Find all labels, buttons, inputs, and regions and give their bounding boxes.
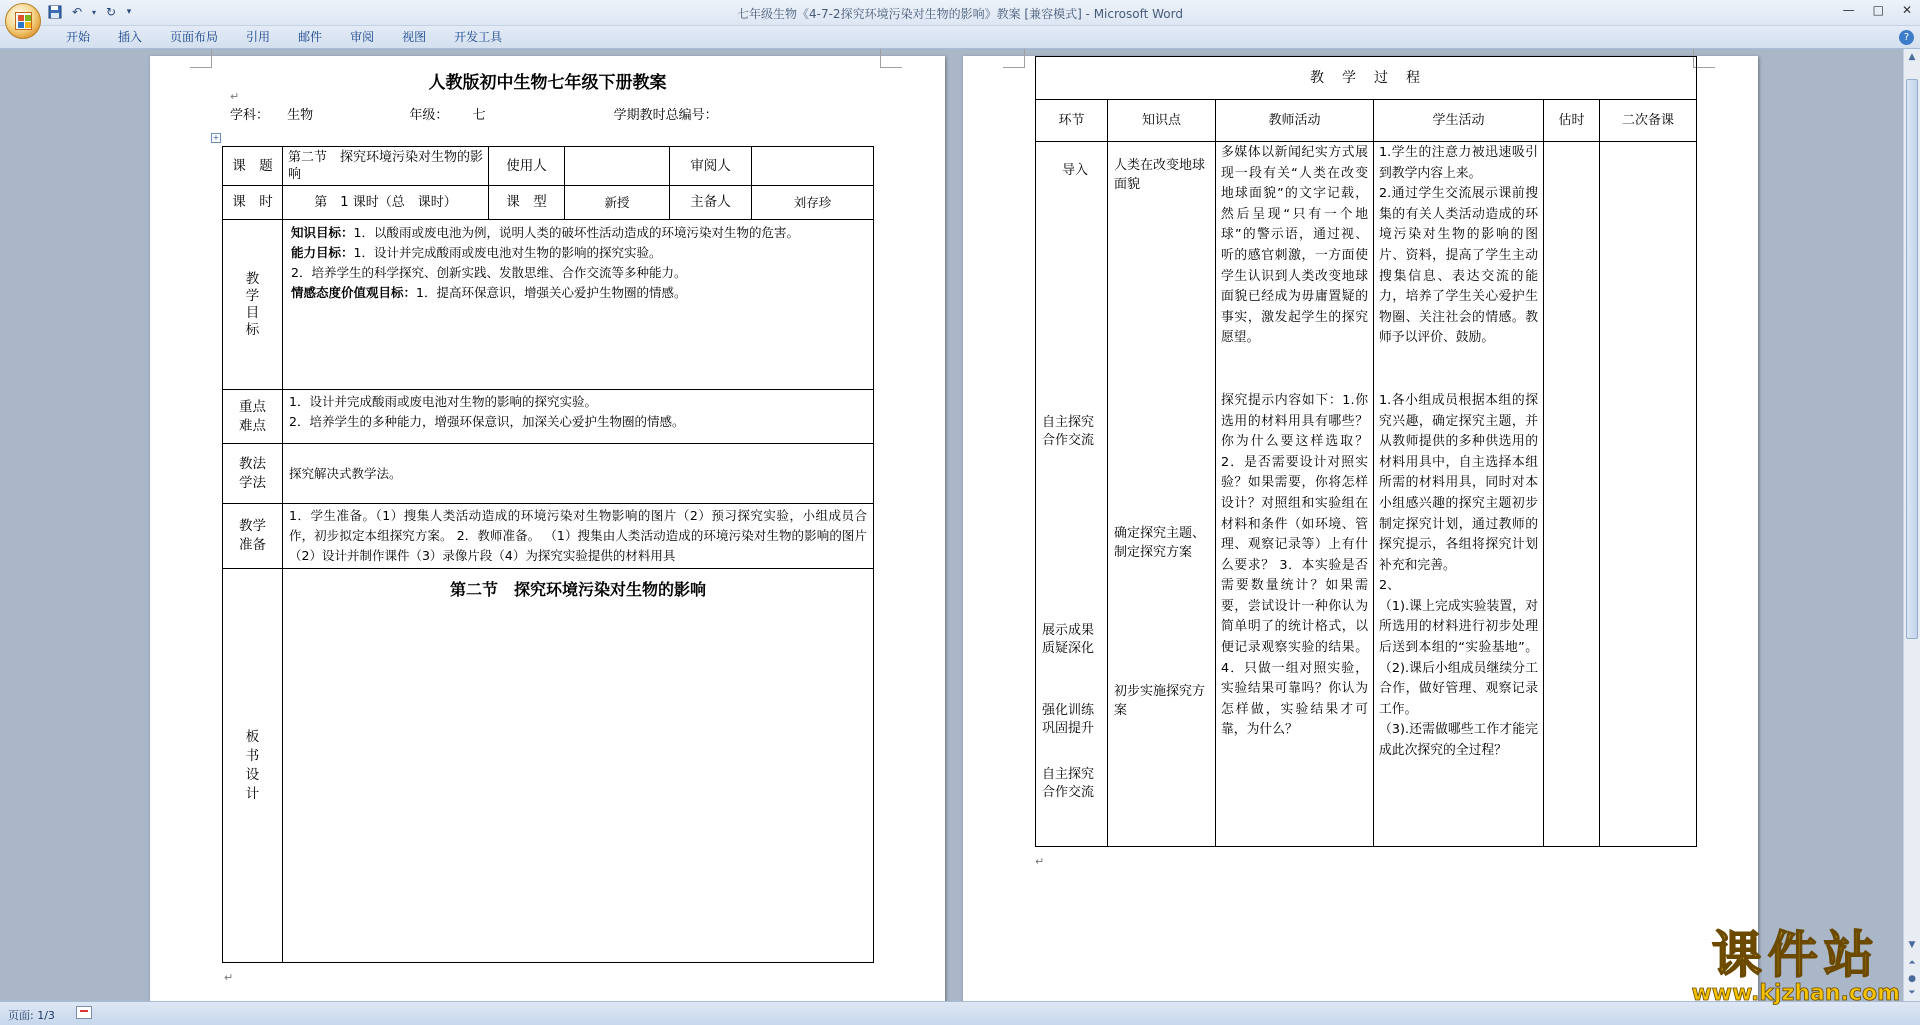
meta-line [230,104,718,123]
lesson-type-label: 课 型 [489,186,565,220]
key-point-1: 1．设计并完成酸雨或废电池对生物的影响的探究实验。 [289,394,597,409]
site-watermark [1691,925,1900,1006]
paragraph-mark: ↵ [230,90,240,103]
process-heading: 教 学 过 程 [1036,57,1697,100]
window-controls [1843,3,1912,17]
proofing-icon[interactable] [76,1006,92,1019]
stage-intro: 导入 [1062,163,1089,178]
subject-label: 学科： [230,108,270,123]
preparation-content: 1．学生准备。（1）搜集人类活动造成的环境污染对生物影响的图片（2）预习探究实验，小组成员合作，初步拟定本组探究方案。 2．教师准备。 （1）搜集由人类活动造成的环境污染对生物的影响的图片 （2）设计并制作课件（3）录像片段（4）为探究实验提供的材料用具 [283,504,874,569]
key-points-label: 重点难点 [223,390,283,444]
preparation-label: 教学准备 [223,504,283,569]
objectives-content [283,220,874,390]
stage-explore-2: 自主探究合作交流 [1042,767,1095,800]
header-teacher: 教师活动 [1216,100,1374,142]
preparer-label: 主备人 [670,186,752,220]
grade-label: 年级： [409,108,449,123]
stage-column [1036,142,1108,847]
grade-value: 七 [472,108,486,123]
time-estimate-column [1544,142,1600,847]
header-knowledge: 知识点 [1108,100,1216,142]
knowledge-item-2: 确定探究主题、制定探究方案 [1114,526,1206,560]
spacer [1379,349,1538,391]
ability-objective-label: 能力目标： [291,245,354,260]
stage-present: 展示成果质疑深化 [1042,623,1095,656]
crop-mark [1003,49,1025,68]
reviewer-label: 审阅人 [670,147,752,186]
student-activity-6: （3).还需做哪些工作才能完成此次探究的全过程？ [1379,722,1538,759]
key-points-content [283,390,874,444]
user-label: 使用人 [489,147,565,186]
header-stage: 环节 [1036,100,1108,142]
emotion-objective-text: 1．提高环保意识，增强关心爱护生物圈的情感。 [416,285,687,300]
tab-developer[interactable]: 开发工具 [454,30,503,44]
minimize-button[interactable]: — [1842,3,1855,17]
crop-mark [880,49,902,68]
scroll-thumb[interactable] [1906,79,1918,639]
ability-objective-text: 1．设计并完成酸雨或废电池对生物的影响的探究实验。 [353,245,662,260]
board-design-title: 第二节 探究环境污染对生物的影响 [283,569,874,963]
ability-objective-text-2: 2．培养学生的科学探究、创新实践、发散思维、合作交流等多种能力。 [291,265,687,280]
browse-object-icon[interactable]: ● [1908,974,1916,984]
office-logo-icon [15,12,32,30]
vertical-scrollbar[interactable] [1903,49,1920,1001]
tab-mailings[interactable]: 邮件 [298,30,323,44]
methods-content: 探究解决式教学法。 [283,444,874,504]
redo-icon[interactable]: ↻ [105,5,117,19]
objectives-label: 教学目标 [223,220,283,390]
tab-references[interactable]: 引用 [246,30,271,44]
period-value: 第 1 课时（总 课时） [283,186,489,220]
student-activity-1: 1.学生的注意力被迅速吸引到教学内容上来。 [1379,145,1538,181]
student-activity-4: 2、 [1379,578,1400,594]
reviewer-value [752,147,874,186]
student-activity-2: 2.通过学生交流展示课前搜集的有关人类活动造成的环境污染对生物的影响的图片、资料，提高了学生主动搜集信息、表达交流的能力，培养了学生关心爱护生物圈、关注社会的情感。教师予以评价、鼓励。 [1379,186,1538,346]
board-design-label: 板书设计 [223,569,283,963]
knowledge-item-1: 人类在改变地球面貌 [1114,158,1206,192]
subject-value: 生物 [287,108,314,123]
paragraph-mark: ↵ [224,971,234,984]
ribbon-tabs [52,29,516,46]
tab-page-layout[interactable]: 页面布局 [170,30,219,44]
office-button[interactable] [5,3,41,39]
header-second-prep: 二次备课 [1600,100,1697,142]
key-point-2: 2．培养学生的多种能力，增强环保意识，加深关心爱护生物圈的情感。 [289,414,685,429]
header-student: 学生活动 [1374,100,1544,142]
knowledge-objective-text: 1．以酸雨或废电池为例，说明人类的破坏性活动造成的环境污染对生物的危害。 [353,225,799,240]
student-activity-3: 1.各小组成员根据本组的探究兴趣，确定探究主题，并从教师提供的多种供选用的材料用具中，自主选择本组所需的材料用具，同时对本小组感兴趣的探究主题初步制定探究计划，通过教师的探究提示，各组将探究计划补充和完善。 [1379,392,1538,573]
topic-value: 第二节 探究环境污染对生物的影响 [283,147,489,186]
teaching-process-table [1035,56,1697,847]
second-prep-column [1600,142,1697,847]
help-icon[interactable]: ? [1899,30,1914,45]
user-value [565,147,670,186]
close-button[interactable]: ✕ [1901,3,1912,17]
teacher-activity-1: 多媒体以新闻纪实方式展现一段有关“人类在改变地球面貌”的文字记载，然后呈现“只有一个地球”的警示语，通过视、听的感官刺激，一方面使学生认识到人类改变地球面貌已经成为毋庸置疑的事实，激发起学生的探究愿望。 [1221,145,1368,346]
watermark-cn: 课件站 [1711,925,1880,984]
teacher-activity-2: 探究提示内容如下：1.你选用的材料用具有哪些？你为什么要这样选取？ 2．是否需要设计对照实验？如果需要，你将怎样设计？对照组和实验组在材料和条件（如环境、管理、观察记录等）上有什么要求？ 3．本实验是否需要数量统计？如果需要，尝试设计一种你认为简单明了的统计格式，以便记录观察实验的结果。 4．只做一组对照实验，实验结果可靠吗？你认为怎样做，实验结果才可靠，为什么？ [1221,392,1368,738]
spacer [1221,349,1368,391]
tab-home[interactable]: 开始 [66,30,91,44]
lesson-type-value: 新授 [565,186,670,220]
student-activity-column [1374,142,1544,847]
paragraph-mark: ↵ [1035,855,1045,868]
quick-access-toolbar [46,3,134,21]
knowledge-column [1108,142,1216,847]
preparer-value: 刘存珍 [752,186,874,220]
undo-icon[interactable]: ↶ [71,5,83,19]
maximize-button[interactable]: □ [1872,3,1884,17]
table-move-handle-icon[interactable]: + [212,133,220,142]
header-time: 估时 [1544,100,1600,142]
total-number-label: 学期教时总编号： [613,108,718,123]
window-title: 七年级生物《4-7-2探究环境污染对生物的影响》教案 [兼容模式] - Microsoft Word [737,7,1183,21]
scroll-up-icon[interactable]: ▲ [1908,52,1916,62]
tab-view[interactable]: 视图 [402,30,427,44]
methods-label: 教法学法 [223,444,283,504]
document-workspace [0,49,1920,1001]
knowledge-objective-label: 知识目标： [291,225,354,240]
topic-label: 课 题 [223,147,283,186]
knowledge-item-3: 初步实施探究方案 [1114,684,1206,718]
document-page-2[interactable] [963,56,1758,1001]
student-activity-5: （1).课上完成实验装置，对所选用的材料进行初步处理后送到本组的“实验基地”。 （2).课后小组成员继续分工合作，做好管理、观察记录工作。 [1379,598,1538,717]
crop-mark [190,49,212,68]
tab-insert[interactable]: 插入 [118,30,143,44]
lesson-info-table [222,146,874,963]
document-title: 人教版初中生物七年级下册教案 [428,73,667,93]
emotion-objective-label: 情感态度价值观目标： [291,285,417,300]
title-bar [0,0,1920,26]
period-label: 课 时 [223,186,283,220]
customize-qat-icon[interactable]: ▾ [126,7,132,17]
tab-review[interactable]: 审阅 [350,30,375,44]
previous-page-icon[interactable]: ⏶ [1908,958,1916,968]
teacher-activity-column [1216,142,1374,847]
scroll-down-icon[interactable]: ▼ [1908,940,1916,950]
ribbon-tab-bar [0,26,1920,49]
document-page-1[interactable] [150,56,945,1001]
undo-dropdown-icon[interactable]: ▾ [91,7,96,17]
page-indicator[interactable]: 页面: 1/3 [8,1009,55,1022]
next-page-icon[interactable]: ⏷ [1908,988,1916,998]
status-bar [0,1001,1920,1025]
save-icon[interactable] [46,3,64,21]
stage-explore: 自主探究合作交流 [1042,415,1095,448]
watermark-url: www.kjzhan.com [1691,981,1900,1006]
stage-practice: 强化训练巩固提升 [1042,703,1095,736]
